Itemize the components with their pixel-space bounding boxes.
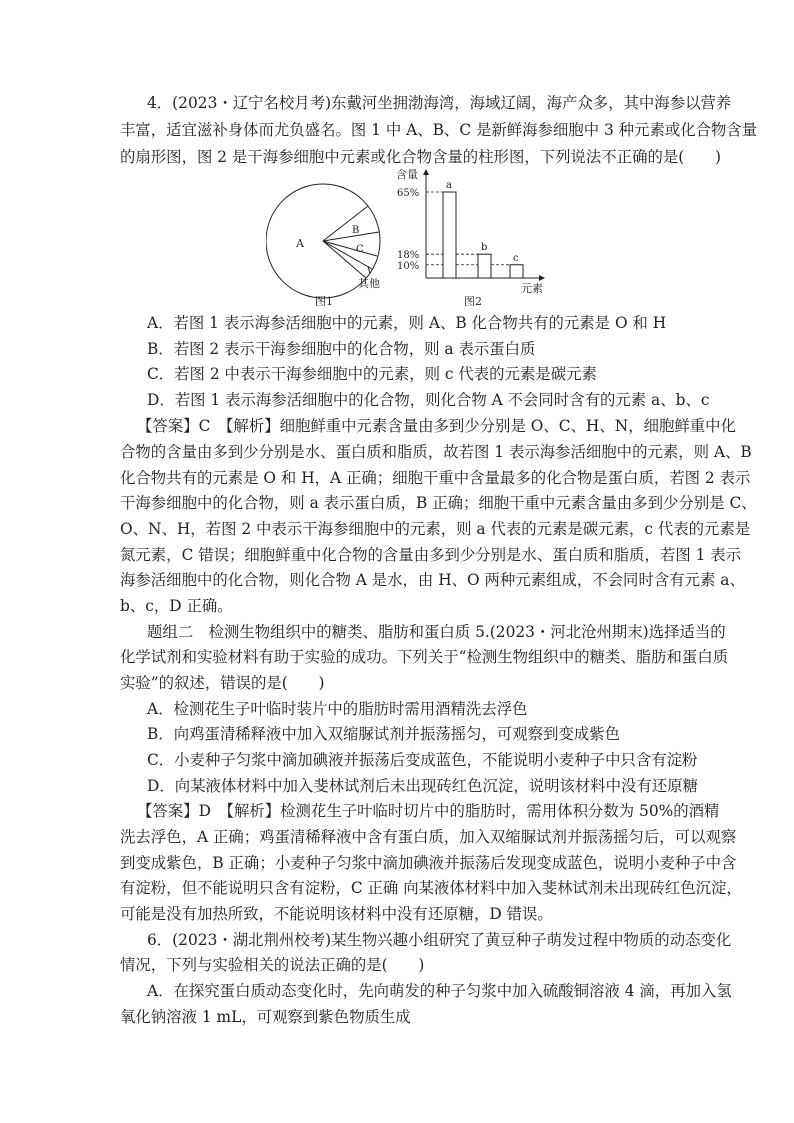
pie-label-c: C	[356, 244, 364, 255]
q5-answer-line-5: 可能是没有加热所致，不能说明该材料中没有还原糖，D 错误。	[120, 905, 553, 923]
q4-answer-line-3: 化合物共有的元素是 O 和 H，A 正确；细胞干重中含量最多的化合物是蛋白质，若图 2 表示	[120, 469, 751, 487]
q4-answer-line-8: b、c，D 正确。	[120, 597, 233, 615]
y-axis-arrow	[423, 169, 429, 175]
x-axis-label: 元素	[521, 282, 543, 295]
pie-slice-line-2	[323, 232, 379, 241]
q4-figure	[266, 166, 556, 308]
figure-2-bar-chart	[396, 167, 545, 308]
q4-answer-line-2: 合物的含量由多到少分别是水、蛋白质和脂质，故若图 1 表示海参活细胞中的元素，则 A、B	[120, 443, 752, 461]
figure-2-caption: 图2	[464, 295, 482, 308]
q6-option-a-line-1: A．在探究蛋白质动态变化时，先向萌发的种子匀浆中加入硫酸铜溶液 4 滴，再加入氢	[147, 982, 732, 1000]
pie-label-a: A	[296, 237, 304, 250]
pie-slice-line-4	[323, 241, 372, 269]
q4-option-c: C．若图 2 中表示干海参细胞中的元素，则 c 代表的元素是碳元素	[147, 365, 597, 383]
q5-option-b: B．向鸡蛋清稀释液中加入双缩脲试剂并振荡摇匀，可观察到变成紫色	[147, 725, 621, 743]
bar-label-b: b	[481, 242, 488, 254]
q5-answer-line-4: 有淀粉，但不能说明只含有淀粉，C 正确 向某液体材料中加入斐林试剂未出现砖红色沉淀，	[120, 879, 742, 897]
q6-stem-line-2: 情况，下列与实验相关的说法正确的是( )	[120, 956, 425, 974]
q4-answer-line-5: O、N、H，若图 2 中表示干海参细胞中的元素，则 a 代表的元素是碳元素，c 代表的元素是	[120, 520, 751, 538]
x-axis-arrow	[539, 275, 545, 281]
q5-option-a: A．检测花生子叶临时装片中的脂肪时需用酒精洗去浮色	[147, 700, 528, 718]
pie-label-b: B	[352, 225, 360, 236]
bar-c	[510, 265, 523, 278]
q5-stem-line-1: 题组二 检测生物组织中的糖类、脂肪和蛋白质 5.(2023・河北沧州期末)选择适当的	[147, 623, 726, 641]
figure-1-caption: 图1	[315, 295, 333, 308]
q4-option-b: B．若图 2 表示干海参细胞中的化合物，则 a 表示蛋白质	[147, 340, 536, 358]
y-axis-label: 含量	[396, 168, 418, 181]
q6-option-a-line-2: 氧化钠溶液 1 mL，可观察到紫色物质生成	[120, 1008, 411, 1026]
q4-stem-line-1: 4．(2023・辽宁名校月考)东戴河坐拥渤海湾，海域辽阔，海产众多，其中海参以营养	[147, 94, 732, 112]
bar-label-a: a	[446, 180, 452, 191]
pie-label-other: 其他	[358, 277, 380, 290]
q5-option-d: D．向某液体材料中加入斐林试剂后未出现砖红色沉淀，说明该材料中没有还原糖	[147, 777, 699, 795]
y-tick-label-10: 10%	[397, 260, 420, 272]
q4-answer-line-1: 【答案】C 【解析】细胞鲜重中元素含量由多到少分别是 O、C、H、N，细胞鲜重中化	[137, 417, 736, 435]
q4-stem-line-2: 丰富，适宜滋补身体而尤负盛名。图 1 中 A、B、C 是新鲜海参细胞中 3 种元素或化合物含量	[120, 121, 758, 139]
q5-stem-line-3: 实验”的叙述，错误的是( )	[120, 674, 325, 692]
q5-answer-line-3: 到变成紫色，B 正确；小麦种子匀浆中滴加碘液并振荡后发现变成蓝色，说明小麦种子中含	[120, 854, 737, 872]
q5-option-c: C．小麦种子匀浆中滴加碘液并振荡后变成蓝色，不能说明小麦种子中只含有淀粉	[147, 751, 698, 769]
q4-option-d: D．若图 1 表示海参活细胞中的化合物，则化合物 A 不会同时含有的元素 a、b、c	[147, 391, 710, 409]
y-tick-label-65: 65%	[397, 188, 420, 199]
q5-stem-line-2: 化学试剂和实验材料有助于实验的成功。下列关于“检测生物组织中的糖类、脂肪和蛋白质	[120, 648, 729, 666]
bar-label-c: c	[513, 252, 519, 264]
q4-option-a: A．若图 1 表示海参活细胞中的元素，则 A、B 化合物共有的元素是 O 和 H	[147, 314, 667, 332]
q4-answer-line-7: 海参活细胞中的化合物，则化合物 A 是水，由 H、O 两种元素组成，不会同时含有元素 a、	[120, 571, 745, 589]
q6-stem-line-1: 6．(2023・湖北荆州校考)某生物兴趣小组研究了黄豆种子萌发过程中物质的动态变化	[147, 931, 732, 949]
q5-answer-line-1: 【答案】D 【解析】检测花生子叶临时切片中的脂肪时，需用体积分数为 50%的酒精	[137, 802, 720, 820]
bar-a	[443, 192, 456, 278]
y-tick-label-18: 18%	[397, 250, 420, 262]
bar-b	[478, 254, 491, 278]
q4-answer-line-4: 干海参细胞中的化合物，则 a 表示蛋白质，B 正确；细胞干重中元素含量由多到少分别是 C、	[120, 494, 757, 512]
q4-answer-line-6: 氮元素，C 错误；细胞鲜重中化合物的含量由多到少分别是水、蛋白质和脂质，若图 1 表示	[120, 546, 742, 564]
figure-1-pie	[266, 184, 380, 308]
pie-slice-line-1	[323, 206, 368, 241]
q5-answer-line-2: 洗去浮色，A 正确；鸡蛋清稀释液中含有蛋白质，加入双缩脲试剂并振荡摇匀后，可以观察	[120, 828, 737, 846]
q4-stem-line-3: 的扇形图，图 2 是干海参细胞中元素或化合物含量的柱形图，下列说法不正确的是( )	[120, 148, 722, 166]
